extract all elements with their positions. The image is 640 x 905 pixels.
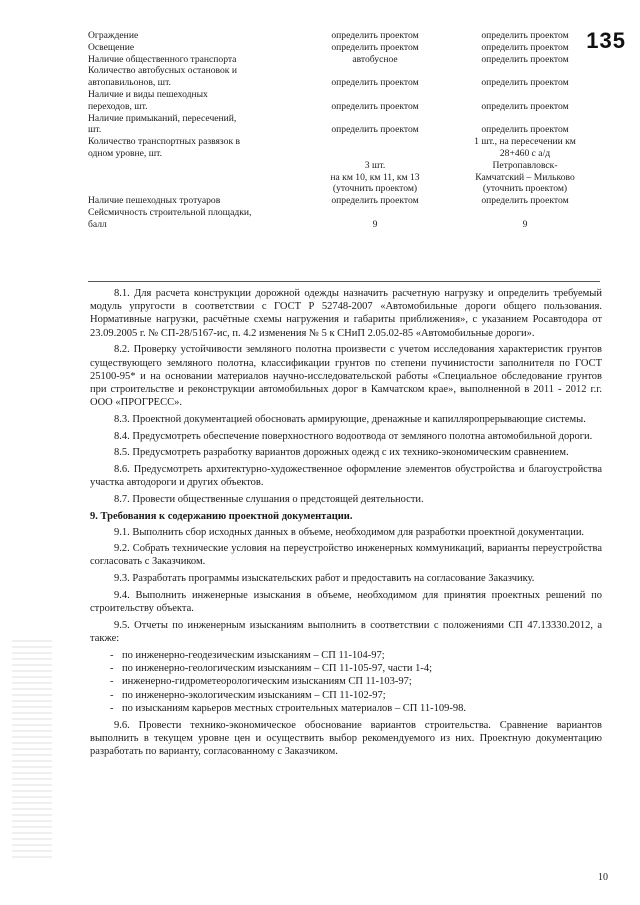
paragraph: 9.6. Провести технико-экономическое обоснование вариантов строительства. Сравнение вариантов выполнить в текущем уровне цен и осуществить выбор рекомендуемого из них. Проектную документацию разработать по варианту, согласованному с Заказчиком. bbox=[90, 719, 602, 758]
spec-cell-c3: определить проектом bbox=[481, 124, 569, 136]
spec-cell-c2 bbox=[300, 65, 450, 77]
paragraph: 9.1. Выполнить сбор исходных данных в объеме, необходимом для разработки проектной документации. bbox=[114, 526, 585, 538]
spec-row bbox=[88, 160, 600, 172]
spec-cell-c3: 28+460 с а/д bbox=[499, 147, 551, 159]
spec-cell-c3 bbox=[450, 89, 600, 101]
spec-cell-c2 bbox=[300, 136, 450, 148]
spec-cell-c3: определить проектом bbox=[481, 53, 569, 65]
spec-table bbox=[88, 30, 600, 231]
spec-row bbox=[88, 148, 600, 160]
spec-cell-c3: 9 bbox=[522, 218, 528, 230]
spec-cell-c1 bbox=[88, 172, 300, 184]
spec-row bbox=[88, 183, 600, 195]
spec-row bbox=[88, 136, 600, 148]
spec-cell-c1: Освещение bbox=[88, 41, 135, 53]
paragraph: 8.2. Проверку устойчивости земляного полотна произвести с учетом исследования характеристик грунтов существующего земляного полотна, классификации грунтов по степени пучинистости заполнителя по ГОСТ 25100-95* и на основании материалов научно-исследовательской работы «Специальное обследование грунтов при строительстве и реконструкции автомобильных дорог в Камчатском крае», выполненной в 2011 - 2012 г.г. ООО «ПРОГРЕСС». bbox=[90, 344, 602, 409]
paragraph: 9.2. Собрать технические условия на переустройство инженерных коммуникаций, варианты переустройства согласовать с Заказчиком. bbox=[90, 543, 602, 568]
margin-stamp-mark bbox=[12, 640, 52, 860]
spec-cell-c3: 1 шт., на пересечении км bbox=[474, 136, 576, 148]
spec-cell-c2: 3 шт. bbox=[364, 159, 386, 171]
list-item bbox=[90, 702, 602, 715]
dash-bullet-icon: - bbox=[110, 676, 114, 688]
spec-cell-c1: Сейсмичность строительной площадки, bbox=[88, 206, 252, 218]
spec-cell-c3: определить проектом bbox=[481, 30, 569, 41]
spec-cell-c2: на км 10, км 11, км 13 bbox=[330, 171, 420, 183]
list-item-text: по инженерно-экологическим изысканиям – СП 11-102-97; bbox=[122, 689, 386, 701]
spec-cell-c1: Количество транспортных развязок в bbox=[88, 136, 241, 148]
spec-cell-c3 bbox=[450, 65, 600, 77]
page-stamp: 135 bbox=[586, 28, 626, 53]
spec-row bbox=[88, 89, 600, 101]
table-bottom-rule bbox=[88, 281, 600, 282]
spec-cell-c3 bbox=[450, 113, 600, 125]
spec-row bbox=[88, 30, 600, 42]
list-item-text: по инженерно-геологическим изысканиям – СП 11-105-97, части 1-4; bbox=[122, 663, 433, 675]
spec-cell-c2 bbox=[300, 113, 450, 125]
spec-cell-c3: определить проектом bbox=[481, 195, 569, 207]
spec-cell-c2: автобусное bbox=[352, 53, 398, 65]
spec-cell-c2: определить проектом bbox=[331, 77, 419, 89]
spec-cell-c3: Петропавловск- bbox=[492, 159, 558, 171]
list-item bbox=[90, 662, 602, 675]
spec-cell-c3 bbox=[450, 207, 600, 219]
paragraph: 8.7. Провести общественные слушания о предстоящей деятельности. bbox=[114, 493, 424, 505]
spec-cell-c2: определить проектом bbox=[331, 41, 419, 53]
paragraph: 9.3. Разработать программы изыскательских работ и предоставить на согласование Заказчику. bbox=[114, 573, 535, 585]
spec-cell-c2 bbox=[300, 207, 450, 219]
spec-cell-c1: Наличие пешеходных тротуаров bbox=[88, 195, 221, 207]
paragraph: 9.4. Выполнить инженерные изыскания в объеме, необходимом для принятия проектных решений по строительству объекта. bbox=[90, 589, 602, 615]
spec-cell-c2: определить проектом bbox=[331, 124, 419, 136]
spec-cell-c3: Камчатский – Мильково bbox=[475, 171, 575, 183]
spec-cell-c3: определить проектом bbox=[481, 41, 569, 53]
list-item bbox=[90, 675, 602, 688]
spec-row bbox=[88, 207, 600, 219]
spec-cell-c1: Ограждение bbox=[88, 30, 139, 41]
list-item-text: по изысканиям карьеров местных строительных материалов – СП 11-109-98. bbox=[122, 703, 466, 715]
dash-bullet-icon: - bbox=[110, 663, 114, 675]
spec-cell-c1: переходов, шт. bbox=[88, 100, 148, 112]
list-item bbox=[90, 649, 602, 662]
spec-cell-c3: (уточнить проектом) bbox=[482, 183, 568, 195]
spec-cell-c2: (уточнить проектом) bbox=[332, 183, 418, 195]
spec-cell-c2 bbox=[300, 89, 450, 101]
spec-row bbox=[88, 77, 600, 89]
page-number: 10 bbox=[598, 872, 608, 883]
dash-bullet-icon: - bbox=[110, 689, 114, 701]
spec-row bbox=[88, 124, 600, 136]
spec-row bbox=[88, 113, 600, 125]
spec-cell-c1: балл bbox=[88, 218, 107, 230]
spec-cell-c2: определить проектом bbox=[331, 30, 419, 41]
spec-cell-c1: одном уровне, шт. bbox=[88, 147, 162, 159]
spec-cell-c1: автопавильонов, шт. bbox=[88, 77, 171, 89]
paragraph: 9.5. Отчеты по инженерным изысканиям выполнить в соответствии с положениями СП 47.13330.2012, а также: bbox=[90, 619, 602, 644]
paragraph: 8.1. Для расчета конструкции дорожной одежды назначить расчетную нагрузку и определить требуемый модуль упругости в соответствии с ГОСТ Р 52748-2007 «Автомобильные дороги общего пользования. Нормативные нагрузки, расчётные схемы нагружения и габариты приближения», с указанием Росавтодора от 23.09.2005 г. № СП-28/5167-ис, п. 4.2 изменения № 5 к СНиП 2.05.02-85 «Автомобильные дороги». bbox=[90, 288, 602, 339]
list-item-text: по инженерно-геодезическим изысканиям – СП 11-104-97; bbox=[122, 649, 385, 661]
spec-row bbox=[88, 42, 600, 54]
body-text bbox=[90, 287, 602, 762]
spec-cell-c1 bbox=[88, 160, 300, 172]
paragraph: 8.6. Предусмотреть архитектурно-художественное оформление элементов обустройства и благоустройства участка автодороги и других объектов. bbox=[90, 463, 602, 489]
spec-cell-c3: определить проектом bbox=[481, 77, 569, 89]
paragraph: 8.3. Проектной документацией обосновать армирующие, дренажные и капилляропрерывающие системы. bbox=[114, 413, 586, 425]
spec-cell-c1: Количество автобусных остановок и bbox=[88, 65, 237, 77]
spec-row bbox=[88, 101, 600, 113]
spec-row bbox=[88, 65, 600, 77]
spec-cell-c2: определить проектом bbox=[331, 195, 419, 207]
spec-row bbox=[88, 219, 600, 231]
paragraph: 8.5. Предусмотреть разработку вариантов дорожных одежд с их технико-экономическим сравнением. bbox=[114, 447, 569, 459]
section-heading: 9. Требования к содержанию проектной документации. bbox=[90, 510, 353, 522]
dash-bullet-icon: - bbox=[110, 649, 114, 661]
spec-cell-c2: 9 bbox=[372, 218, 378, 230]
spec-cell-c1: Наличие примыканий, пересечений, bbox=[88, 112, 237, 124]
paragraph: 8.4. Предусмотреть обеспечение поверхностного водоотвода от земляного полотна автомобильной дороги. bbox=[114, 430, 593, 442]
spec-cell-c1: шт. bbox=[88, 124, 102, 136]
spec-cell-c1: Наличие общественного транспорта bbox=[88, 53, 237, 65]
spec-row bbox=[88, 195, 600, 207]
spec-cell-c2 bbox=[300, 148, 450, 160]
list-item-text: инженерно-гидрометеорологическим изысканиям СП 11-103-97; bbox=[122, 676, 412, 688]
spec-cell-c1: Наличие и виды пешеходных bbox=[88, 88, 208, 100]
spec-row bbox=[88, 172, 600, 184]
spec-cell-c3: определить проектом bbox=[481, 100, 569, 112]
spec-cell-c2: определить проектом bbox=[331, 100, 419, 112]
list-item bbox=[90, 689, 602, 702]
dash-bullet-icon: - bbox=[110, 703, 114, 715]
spec-row bbox=[88, 54, 600, 66]
spec-cell-c1 bbox=[88, 183, 300, 195]
